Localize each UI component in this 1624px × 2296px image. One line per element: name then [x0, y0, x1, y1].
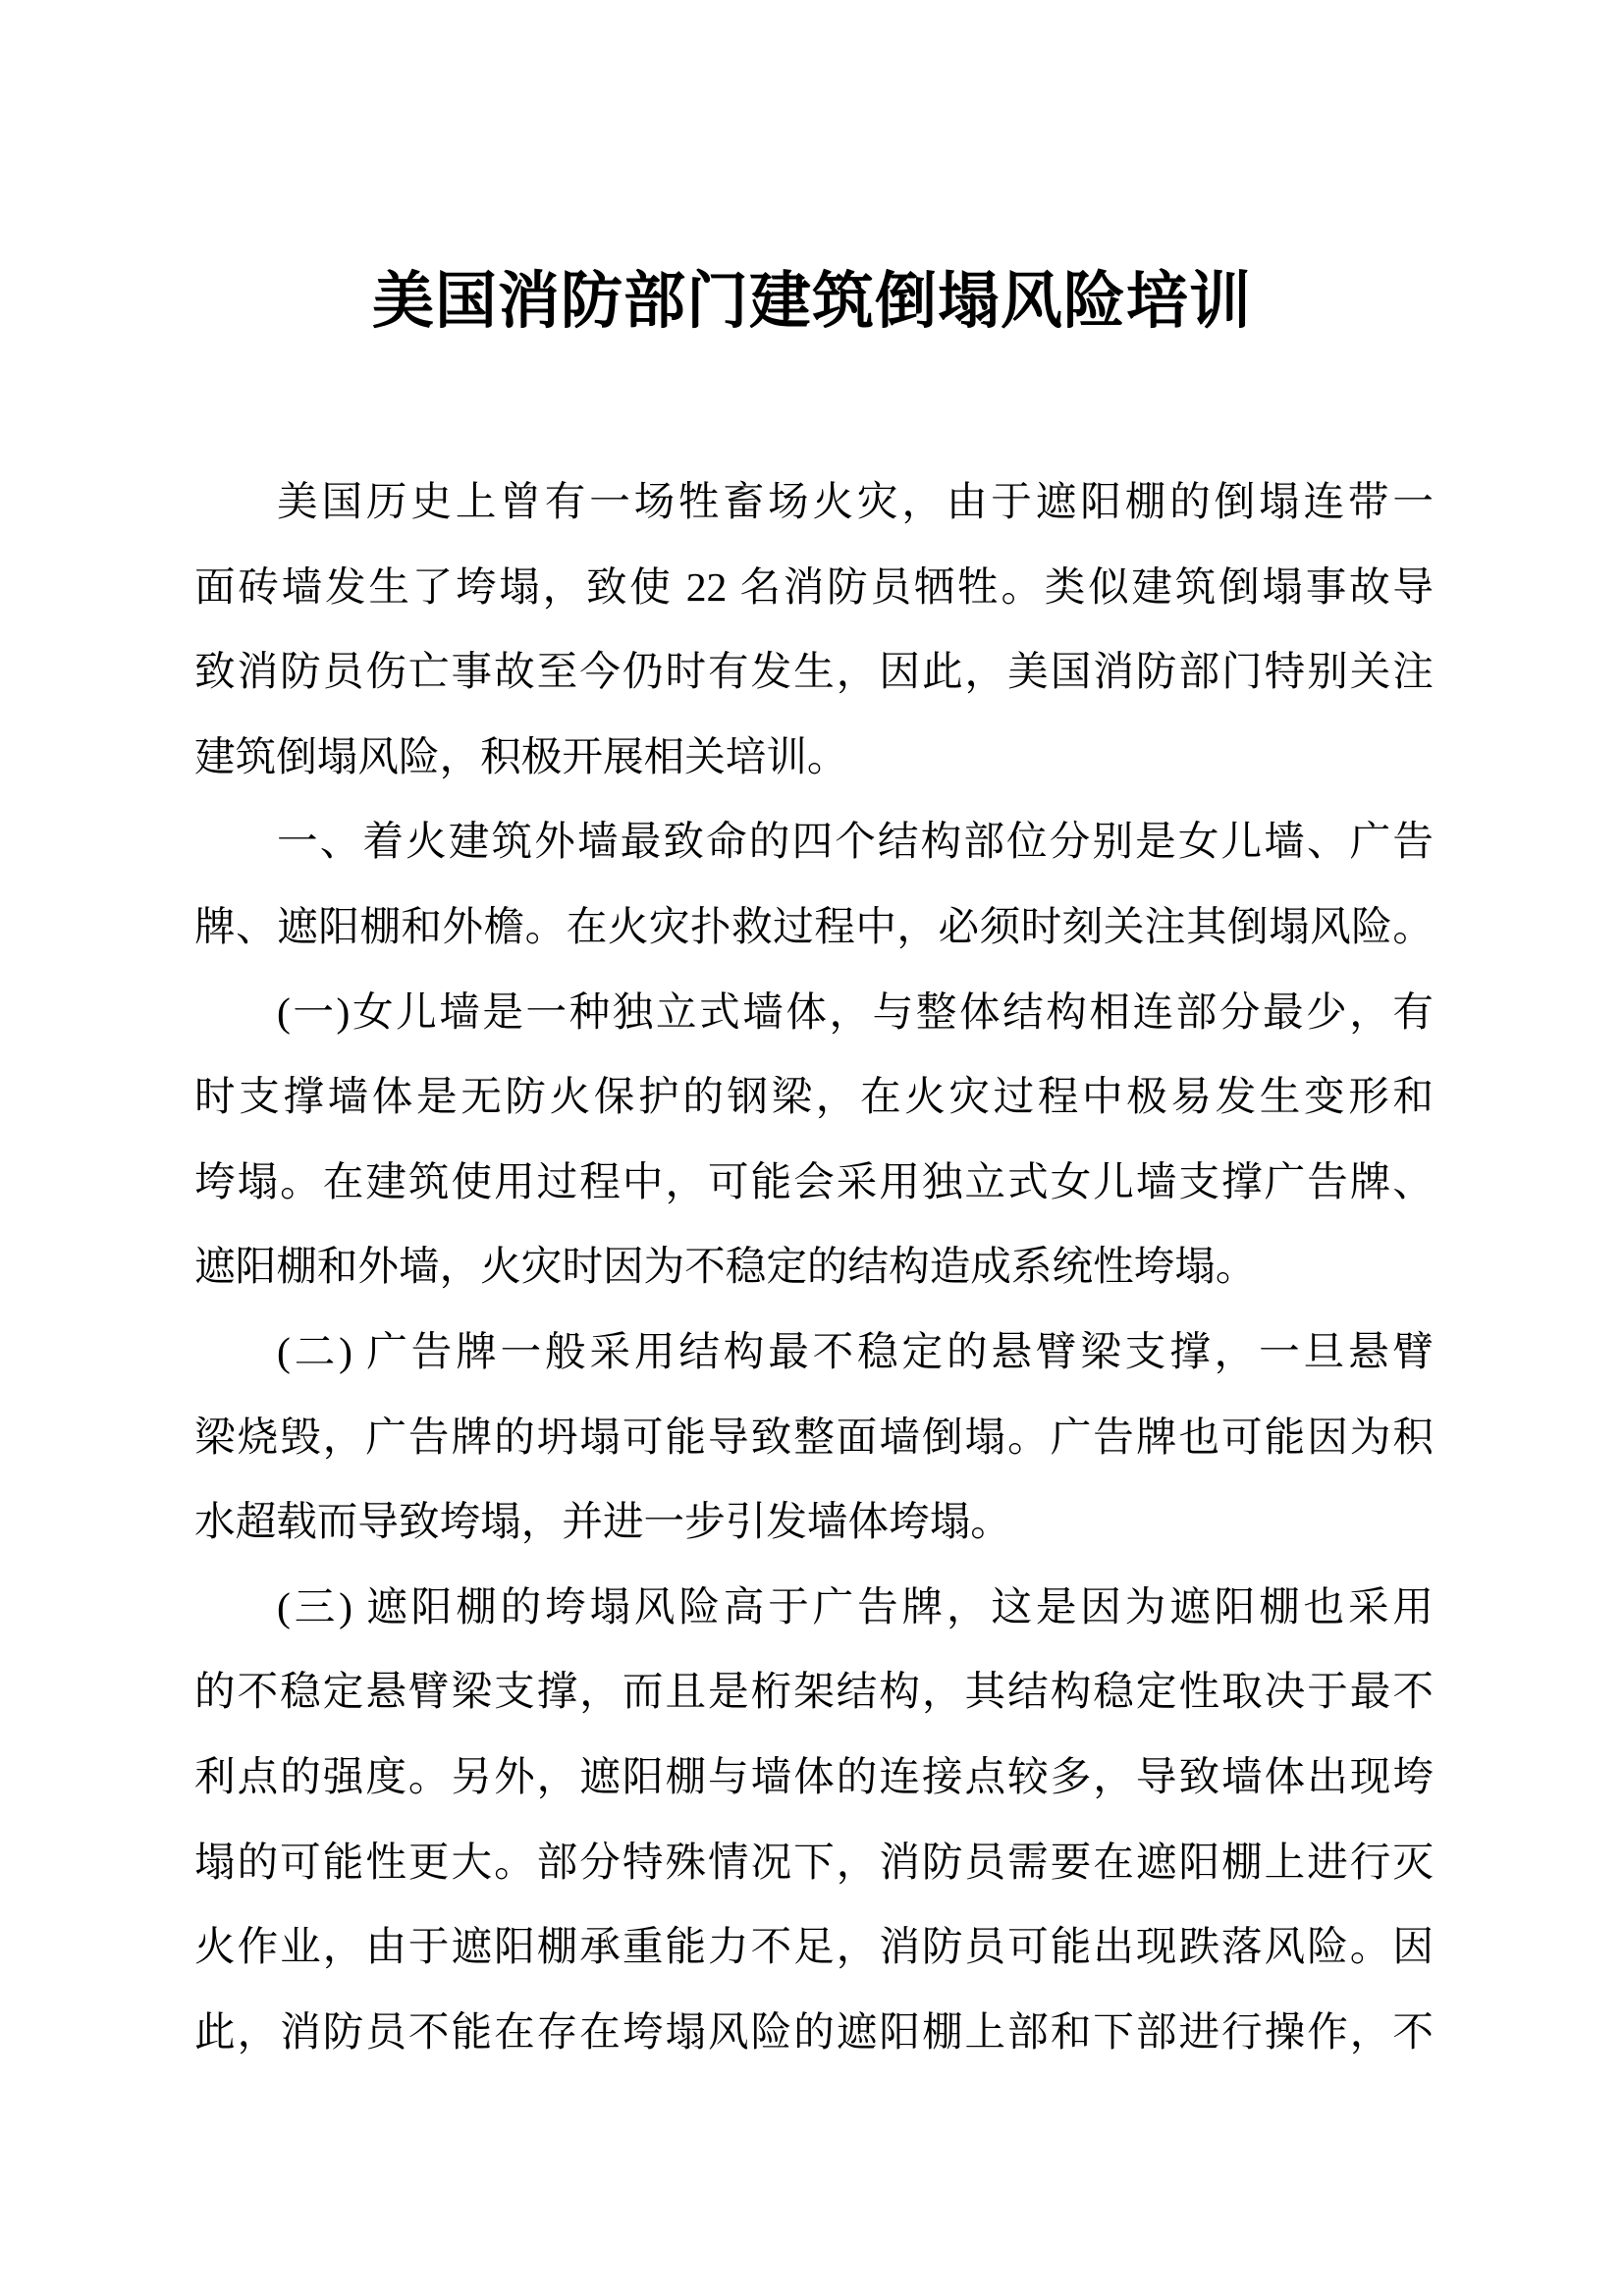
body-line: 的不稳定悬臂梁支撑，而且是桁架结构，其结构稳定性取决于最不 — [194, 1669, 1434, 1715]
body-line: 美国历史上曾有一场牲畜场火灾，由于遮阳棚的倒塌连带一 — [277, 479, 1434, 524]
body-line: 牌、遮阳棚和外檐。在火灾扑救过程中，必须时刻关注其倒塌风险。 — [194, 903, 1434, 949]
body-line: 梁烧毁，广告牌的坍塌可能导致整面墙倒塌。广告牌也可能因为积 — [194, 1414, 1434, 1460]
body-line: 塌的可能性更大。部分特殊情况下，消防员需要在遮阳棚上进行灭 — [194, 1839, 1434, 1885]
body-line: 利点的强度。另外，遮阳棚与墙体的连接点较多，导致墙体出现垮 — [194, 1753, 1434, 1799]
body-line: (二) 广告牌一般采用结构最不稳定的悬臂梁支撑，一旦悬臂 — [277, 1328, 1434, 1374]
body-line: 时支撑墙体是无防火保护的钢梁，在火灾过程中极易发生变形和 — [194, 1074, 1434, 1120]
body-line: (三) 遮阳棚的垮塌风险高于广告牌，这是因为遮阳棚也采用 — [277, 1583, 1434, 1629]
document-body — [194, 459, 1434, 2074]
body-line: 一、着火建筑外墙最致命的四个结构部位分别是女儿墙、广告 — [277, 819, 1434, 865]
body-line: 此，消防员不能在存在垮塌风险的遮阳棚上部和下部进行操作，不 — [194, 2008, 1434, 2055]
body-line: 垮塌。在建筑使用过程中，可能会采用独立式女儿墙支撑广告牌、 — [194, 1158, 1434, 1204]
body-line: 火作业，由于遮阳棚承重能力不足，消防员可能出现跌落风险。因 — [194, 1924, 1434, 1970]
body-line: 面砖墙发生了垮塌，致使 22 名消防员牺牲。类似建筑倒塌事故导 — [194, 563, 1434, 610]
body-line: (一)女儿墙是一种独立式墙体，与整体结构相连部分最少，有 — [277, 988, 1434, 1035]
body-line: 遮阳棚和外墙，火灾时因为不稳定的结构造成系统性垮塌。 — [194, 1244, 1257, 1290]
document-title: 美国消防部门建筑倒塌风险培训 — [372, 267, 1252, 336]
body-line: 水超载而导致垮塌，并进一步引发墙体垮塌。 — [194, 1499, 1011, 1545]
body-line: 致消防员伤亡事故至今仍时有发生，因此，美国消防部门特别关注 — [194, 649, 1434, 695]
body-line: 建筑倒塌风险，积极开展相关培训。 — [194, 733, 848, 779]
